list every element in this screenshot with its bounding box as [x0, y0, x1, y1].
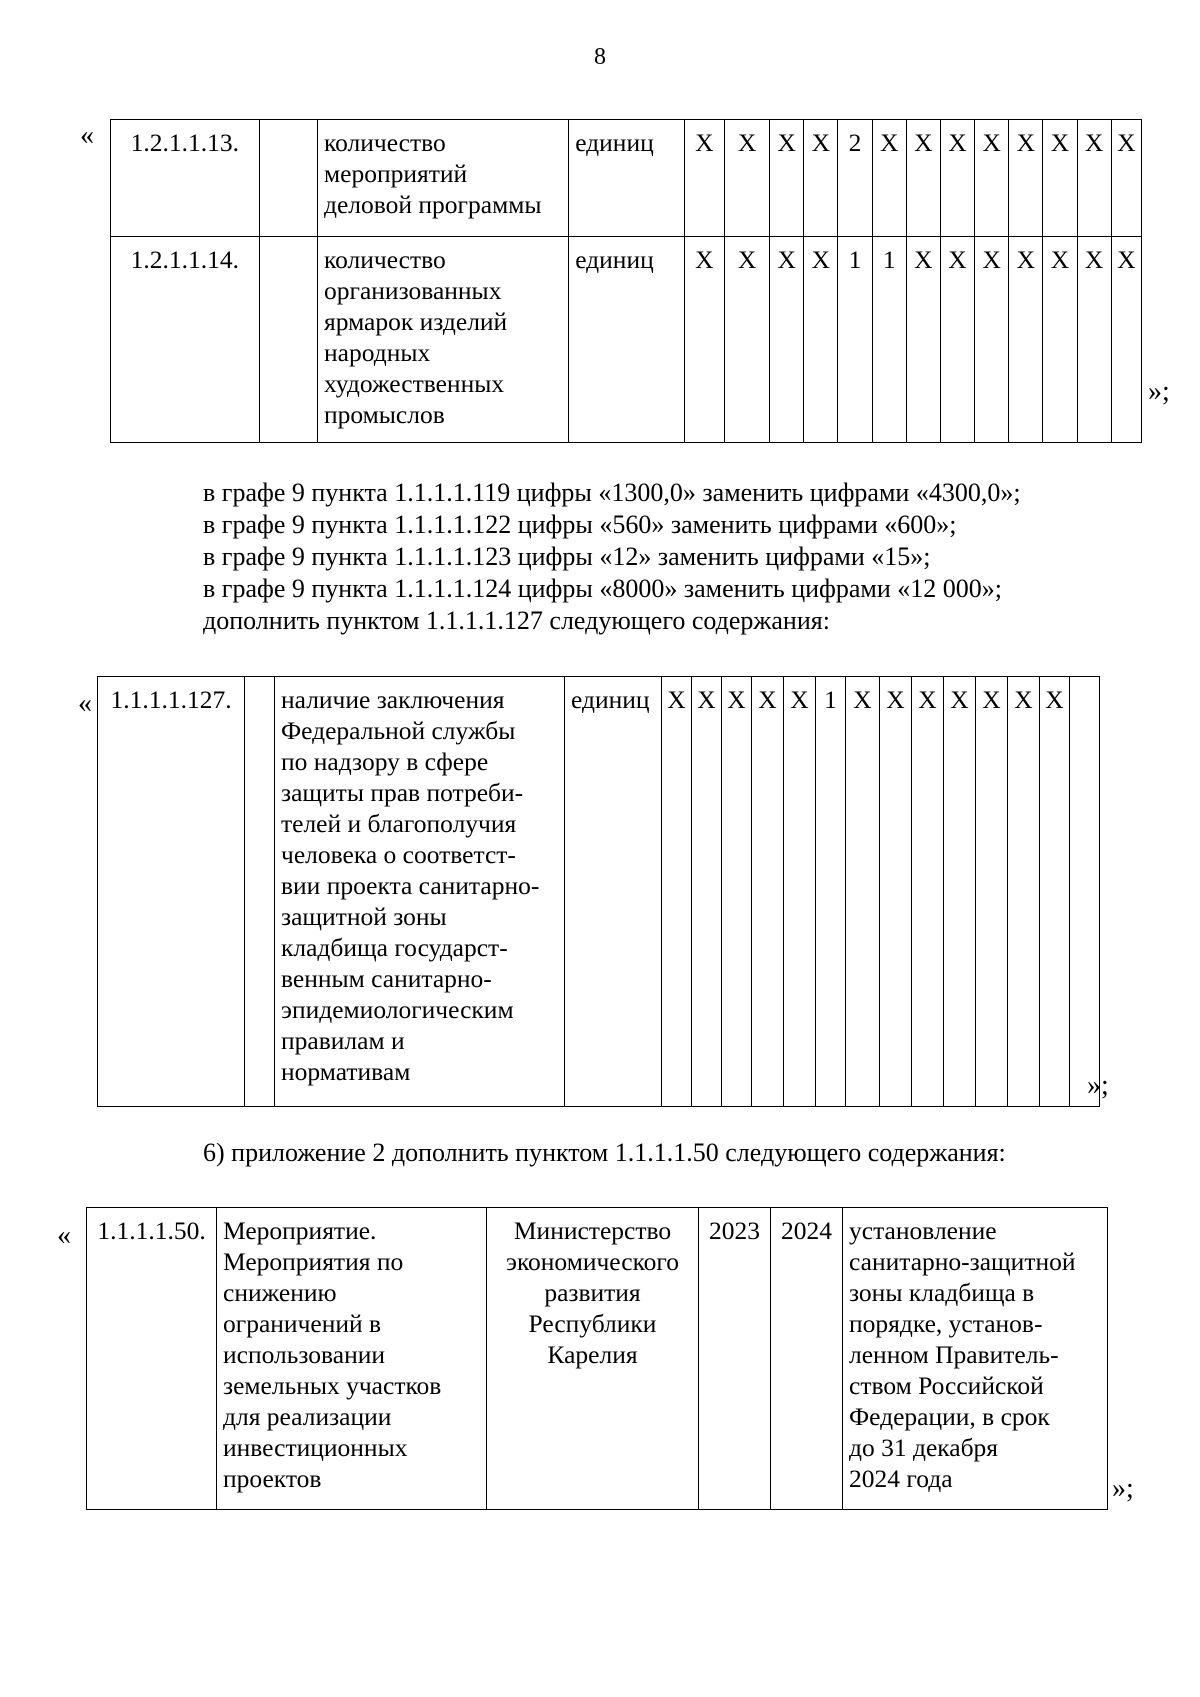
result-line: зоны кладбища в: [849, 1278, 1035, 1307]
value-cell: Х: [1111, 237, 1141, 443]
value-cell: Х: [1009, 237, 1043, 443]
indicator-name-line: нормативам: [281, 1057, 411, 1086]
indicator-name-line: промыслов: [324, 400, 445, 429]
open-quote: «: [80, 120, 94, 151]
value-cell: Х: [1077, 237, 1111, 443]
paragraph: дополнить пунктом 1.1.1.1.127 следующего содержания:: [203, 606, 830, 635]
executor: [487, 1208, 699, 1510]
value-cell: Х: [872, 120, 906, 237]
indicator-name-line: художественных: [324, 369, 505, 398]
value-cell: Х: [1043, 120, 1077, 237]
event-name-line: снижению: [223, 1278, 337, 1307]
value-cell: Х: [684, 237, 724, 443]
paragraph-6: 6) приложение 2 дополнить пунктом 1.1.1.1.50 следующего содержания:: [203, 1138, 1006, 1167]
item-number: 1.1.1.1.50.: [87, 1208, 217, 1510]
value-cell: Х: [1077, 120, 1111, 237]
close-quote: »;: [1148, 376, 1170, 407]
value-cell: Х: [1111, 120, 1141, 237]
value-cell: Х: [976, 677, 1008, 1107]
indicator-name: [275, 677, 565, 1107]
indicator-name: [318, 237, 569, 443]
event-name-line: для реализации: [223, 1402, 392, 1431]
indicator-name-line: народных: [324, 338, 431, 367]
value-cell: Х: [975, 120, 1009, 237]
value-cell: Х: [944, 677, 976, 1107]
indicator-name-line: мероприятий: [324, 159, 468, 188]
indicator-name-line: эпидемиологическим: [281, 995, 514, 1024]
result: [843, 1208, 1108, 1510]
indicator-name-line: количество: [324, 245, 446, 274]
event-name-line: Мероприятия по: [223, 1247, 404, 1276]
table-new-indicator: [97, 676, 1100, 1107]
close-quote: »;: [1087, 1070, 1109, 1101]
value-cell: Х: [846, 677, 880, 1107]
result-line: установление: [849, 1216, 997, 1245]
blank-cell: [259, 120, 317, 237]
amendment-paragraphs: [203, 477, 1021, 637]
executor-line: Республики: [528, 1309, 657, 1338]
value-cell: Х: [906, 120, 940, 237]
executor-line: развития: [544, 1278, 641, 1307]
unit: единиц: [565, 677, 662, 1107]
indicator-name-line: правилам и: [281, 1026, 405, 1055]
value-cell: Х: [770, 120, 804, 237]
paragraph: в графе 9 пункта 1.1.1.1.119 цифры «1300,0» заменить цифрами «4300,0»;: [203, 478, 1021, 507]
table-row: [111, 237, 1142, 443]
value-cell: 1: [872, 237, 906, 443]
indicator-name-line: ярмарок изделий: [324, 307, 508, 336]
value-cell: Х: [722, 677, 752, 1107]
indicator-name-line: наличие заключения: [281, 685, 505, 714]
item-number: 1.2.1.1.13.: [111, 120, 260, 237]
value-cell: Х: [804, 120, 838, 237]
table-event: [86, 1207, 1108, 1510]
value-cell: Х: [1009, 120, 1043, 237]
indicator-name-line: кладбища государст-: [281, 933, 508, 962]
value-cell: Х: [784, 677, 816, 1107]
indicator-name-line: Федеральной службы: [281, 716, 516, 745]
unit: единиц: [569, 120, 685, 237]
blank-cell: [259, 237, 317, 443]
paragraph: в графе 9 пункта 1.1.1.1.122 цифры «560» заменить цифрами «600»;: [203, 510, 957, 539]
item-number: 1.1.1.1.127.: [98, 677, 245, 1107]
value-cell: Х: [662, 677, 692, 1107]
table-row: [98, 677, 1100, 1107]
value-cell: Х: [724, 120, 769, 237]
result-line: Федерации, в срок: [849, 1402, 1050, 1431]
indicator-name-line: защиты прав потреби-: [281, 778, 524, 807]
value-cell: Х: [770, 237, 804, 443]
executor-line: экономического: [506, 1247, 679, 1276]
blank-cell: [245, 677, 275, 1107]
event-name: [217, 1208, 487, 1510]
indicator-name: [318, 120, 569, 237]
indicator-name-line: организованных: [324, 276, 502, 305]
event-name-line: ограничений в: [223, 1309, 382, 1338]
event-name-line: использовании: [223, 1340, 386, 1369]
value-cell: Х: [1043, 237, 1077, 443]
indicator-name-line: деловой программы: [324, 190, 542, 219]
event-name-line: земельных участков: [223, 1371, 442, 1400]
indicator-name-line: вии проекта санитарно-: [281, 871, 540, 900]
value-cell: Х: [880, 677, 912, 1107]
page-number: 8: [594, 44, 606, 70]
table-row: [111, 120, 1142, 237]
result-line: до 31 декабря: [849, 1433, 999, 1462]
value-cell: 2: [838, 120, 872, 237]
result-line: порядке, установ-: [849, 1309, 1043, 1338]
value-cell: Х: [912, 677, 944, 1107]
value-cell: Х: [684, 120, 724, 237]
indicator-name-line: количество: [324, 128, 446, 157]
value-cell: Х: [724, 237, 769, 443]
result-line: ленном Правитель-: [849, 1340, 1059, 1369]
indicator-name-line: телей и благополучия: [281, 809, 517, 838]
value-cell: Х: [975, 237, 1009, 443]
table-indicators: [110, 119, 1142, 443]
paragraph: в графе 9 пункта 1.1.1.1.123 цифры «12» заменить цифрами «15»;: [203, 542, 931, 571]
executor-line: Карелия: [547, 1340, 638, 1369]
close-quote: »;: [1112, 1473, 1134, 1504]
indicator-name-line: венным санитарно-: [281, 964, 492, 993]
indicator-name-line: защитной зоны: [281, 902, 447, 931]
event-name-line: инвестиционных: [223, 1433, 408, 1462]
value-cell: Х: [692, 677, 722, 1107]
table-row: [87, 1208, 1108, 1510]
indicator-name-line: человека о соответст-: [281, 840, 516, 869]
open-quote: «: [78, 688, 92, 719]
value-cell: 1: [838, 237, 872, 443]
value-cell: Х: [906, 237, 940, 443]
unit: единиц: [569, 237, 685, 443]
event-name-line: Мероприятие.: [223, 1216, 377, 1245]
executor-line: Министерство: [513, 1216, 672, 1245]
start-year: 2023: [699, 1208, 771, 1510]
value-cell: 1: [816, 677, 846, 1107]
result-line: ством Российской: [849, 1371, 1044, 1400]
value-cell: Х: [940, 120, 974, 237]
value-cell: Х: [752, 677, 784, 1107]
open-quote: «: [57, 1220, 71, 1251]
value-cell: Х: [1040, 677, 1070, 1107]
paragraph: в графе 9 пункта 1.1.1.1.124 цифры «8000» заменить цифрами «12 000»;: [203, 574, 1003, 603]
blank-cell: [1070, 677, 1100, 1107]
indicator-name-line: по надзору в сфере: [281, 747, 489, 776]
value-cell: Х: [804, 237, 838, 443]
value-cell: Х: [1008, 677, 1040, 1107]
value-cell: Х: [940, 237, 974, 443]
item-number: 1.2.1.1.14.: [111, 237, 260, 443]
end-year: 2024: [771, 1208, 843, 1510]
result-line: 2024 года: [849, 1464, 953, 1493]
event-name-line: проектов: [223, 1464, 322, 1493]
result-line: санитарно-защитной: [849, 1247, 1076, 1276]
